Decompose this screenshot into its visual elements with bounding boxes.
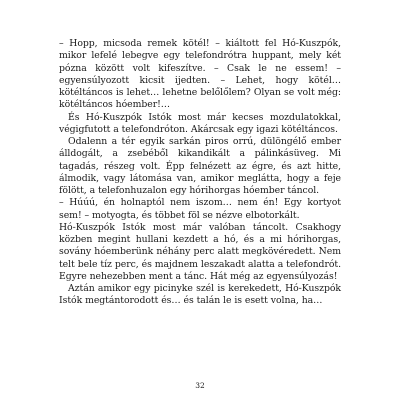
paragraph-5: Hó-Kuszpók Istók most már valóban táncolt. Csakhogy közben megint hullani kezdett a hó, és a mi hórihorgas, sovány hóemberünk néhány perc alatt megkövéredett. Nem telt bele tíz perc, és majdnem leszakadt alatta a telefondrót. Egyre nehezebben ment a tánc. Hát még az egyensúlyozás! <box>59 221 341 282</box>
paragraph-1: – Hopp, micsoda remek kötél! – kiáltott fel Hó-Kuszpók, mikor lefelé lebegve egy telefondrótra huppant, mely két pózna között volt kifeszítve. – Csak le ne essem! – egyensúlyozott kicsit ijedten. – Lehet, hogy kötél… kötéltáncos is lehet… lehetne belőlőlem? Olyan se volt még: kötéltáncos hóember!… <box>59 38 341 111</box>
paragraph-2: És Hó-Kuszpók Istók most már kecses mozdulatokkal, végigfutott a telefondróton. Akárcsak egy igazi kötéltáncos. <box>59 111 341 135</box>
paragraph-3: Odalenn a tér egyik sarkán piros orrú, dülöngélő ember álldogált, a zsebéből kikandikált a pálinkásüveg. Mi tagadás, részeg volt. Épp felnézett az égre, és azt hitte, álmodik, vagy látomása van, amikor meglátta, hogy a feje fölött, a telefonhuzalon egy hórihorgas hóember táncol. <box>59 136 341 196</box>
paragraph-6: Aztán amikor egy picinyke szél is kerekedett, Hó-Kuszpók Istók megtántorodott és… és talán le is esett volna, ha… <box>59 283 341 307</box>
page-number: 32 <box>195 381 205 390</box>
body-text <box>59 38 341 308</box>
paragraph-4: – Húúú, én holnaptól nem iszom… nem én! Egy kortyot sem! – motyogta, és többet föl se nézve elbotorkált. <box>59 197 341 221</box>
